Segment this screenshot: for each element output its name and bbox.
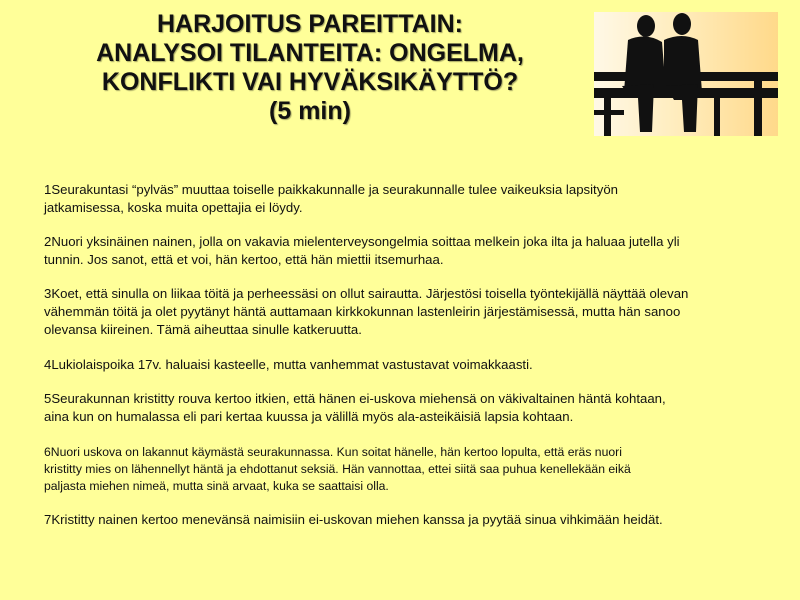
scenario-4-line-1: 4Lukiolaispoika 17v. haluaisi kasteelle, mutta vanhemmat vastustavat voimakkaasti.	[44, 357, 533, 372]
scenario-2-line-2: tunnin. Jos sanot, että et voi, hän kertoo, että hän miettii itsemurhaa.	[44, 252, 444, 267]
scenario-list	[44, 181, 789, 529]
scenario-6-line-3: paljasta miehen nimeä, mutta sinä arvaat, kuka se saattaisi olla.	[44, 479, 389, 493]
slide-title	[30, 10, 590, 126]
scenario-1-line-1: 1Seurakuntasi “pylväs” muuttaa toiselle paikkakunnalle ja seurakunnalle tulee vaikeuksia lapsityön	[44, 182, 618, 197]
scenario-6-line-2: kristitty mies on lähennellyt häntä ja ehdottanut seksiä. Hän vannottaa, ettei siitä saa puhua kenellekään eikä	[44, 462, 631, 476]
scenario-7-line-1: 7Kristitty nainen kertoo menevänsä naimisiin ei-uskovan miehen kanssa ja pyytää sinua vihkimään heidät.	[44, 512, 663, 527]
scenario-1	[44, 181, 789, 217]
scenario-5	[44, 390, 789, 426]
title-line-4: (5 min)	[269, 97, 351, 125]
scenario-6-line-1: 6Nuori uskova on lakannut käymästä seurakunnassa. Kun soitat hänelle, hän kertoo lopulta, että eräs nuori	[44, 445, 622, 459]
scenario-2	[44, 233, 789, 269]
title-line-1: HARJOITUS PAREITTAIN:	[156, 10, 464, 38]
scenario-3-line-3: olevansa kiireinen. Tämä aiheuttaa sinulle katkeruutta.	[44, 322, 362, 337]
title-line-3: KONFLIKTI VAI HYVÄKSIKÄYTTÖ?	[101, 68, 519, 96]
scenario-3	[44, 285, 789, 339]
scenario-5-line-1: 5Seurakunnan kristitty rouva kertoo itkien, että hänen ei-uskova miehensä on väkivaltainen häntä kohtaan,	[44, 391, 666, 406]
couple-on-bench-silhouette-image	[594, 12, 778, 136]
scenario-6	[44, 444, 789, 495]
title-line-2: ANALYSOI TILANTEITA: ONGELMA,	[96, 39, 524, 67]
scenario-3-line-2: vähemmän töitä ja olet pyytänyt häntä auttamaan kirkkokunnan lastenleirin järjestämisessä, mutta hän sanoo	[44, 304, 681, 319]
scenario-2-line-1: 2Nuori yksinäinen nainen, jolla on vakavia mielenterveysongelmia soittaa melkein joka ilta ja haluaa jutella yli	[44, 234, 680, 249]
scenario-1-line-2: jatkamisessa, koska muita opettajia ei löydy.	[44, 200, 303, 215]
scenario-7	[44, 511, 789, 529]
scenario-4	[44, 356, 789, 374]
scenario-3-line-1: 3Koet, että sinulla on liikaa töitä ja perheessäsi on ollut sairautta. Järjestösi toisella työntekijällä näyttää olevan	[44, 286, 689, 301]
silhouette-icon	[594, 12, 778, 136]
scenario-5-line-2: aina kun on humalassa eli pari kertaa kuussa ja välillä myös ala-asteikäisiä lapsia kohtaan.	[44, 409, 574, 424]
